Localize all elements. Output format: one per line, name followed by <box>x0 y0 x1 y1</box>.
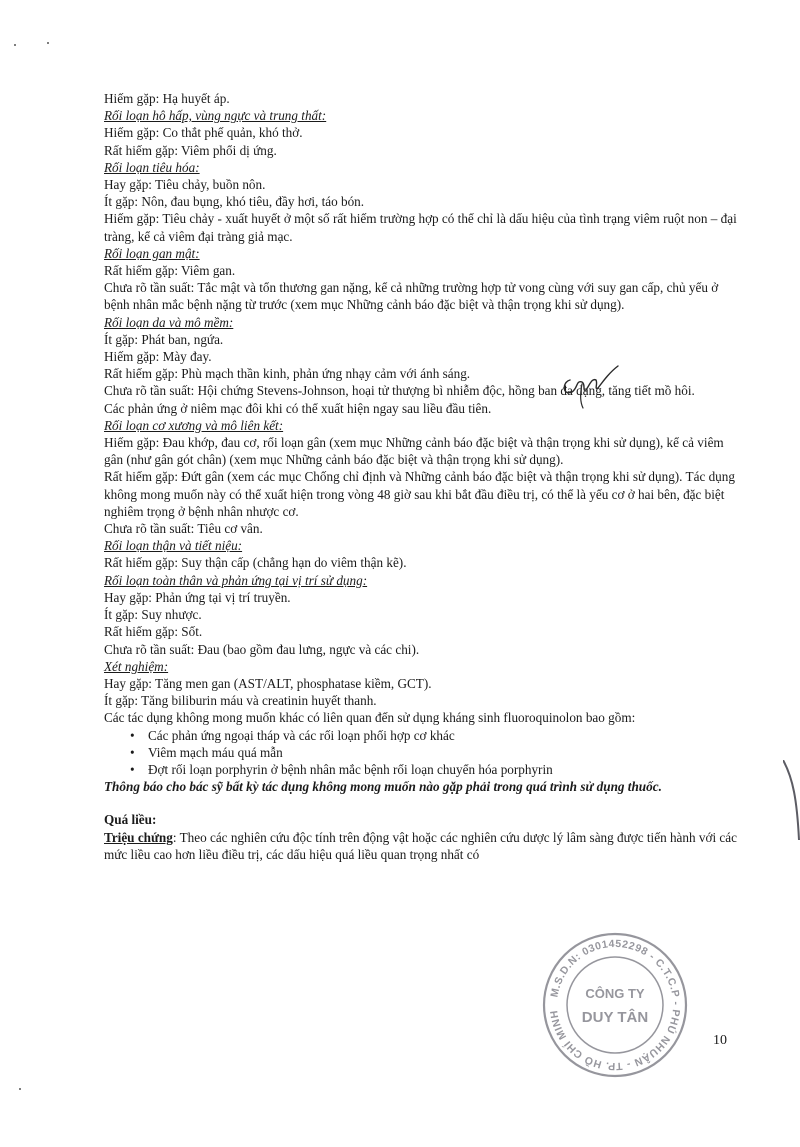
section-heading: Rối loạn tiêu hóa: <box>104 159 200 175</box>
section-heading: Rối loạn gan mật: <box>104 245 200 261</box>
bullet-item: • Viêm mạch máu quá mẫn <box>104 744 740 761</box>
text-line: Hiếm gặp: Đau khớp, đau cơ, rối loạn gân (xem mục Những cảnh báo đặc biệt và thận trọng khi sử dụng), kể cả viêm gân (như gân gót chân) (xem mục Những cảnh báo đặc biệt và thận trọng khi sử dụng). <box>104 435 724 468</box>
text-line: Hay gặp: Tiêu chảy, buồn nôn. <box>104 177 266 193</box>
text-line: Ít gặp: Tăng biliburin máu và creatinin huyết thanh. <box>104 693 377 709</box>
section-heading: Xét nghiệm: <box>104 658 169 674</box>
text-line: Hay gặp: Phản ứng tại vị trí truyền. <box>104 589 291 605</box>
section-heading: Rối loạn da và mô mềm: <box>104 314 234 330</box>
stamp-line-2: DUY TÂN <box>581 1009 649 1026</box>
text-line: Ít gặp: Nôn, đau bụng, khó tiêu, đầy hơi, táo bón. <box>104 194 365 210</box>
edge-stamp-fragment <box>783 760 800 840</box>
section-heading: Rối loạn cơ xương và mô liên kết: <box>104 417 284 433</box>
text-line: Rất hiếm gặp: Viêm gan. <box>104 263 236 279</box>
section-heading: Rối loạn toàn thân và phản ứng tại vị trí sử dụng: <box>104 572 368 588</box>
svg-text:M.S.D.N: 0301452298 - C.T.C.P <box>548 938 682 1072</box>
adverse-effects-list <box>104 90 740 727</box>
text-line: Chưa rõ tần suất: Đau (bao gồm đau lưng, ngực và các chi). <box>104 641 420 657</box>
text-line: Chưa rõ tần suất: Tắc mật và tổn thương gan nặng, kể cả những trường hợp tử vong cùng với suy gan cấp, chủ yếu ở bệnh nhân mắc bệnh nặng từ trước (xem mục Những cảnh báo đặc biệt và thận trọng khi sử dụng). <box>104 280 719 313</box>
scan-speck <box>19 1088 21 1090</box>
text-line: Rất hiếm gặp: Suy thận cấp (chẳng hạn do viêm thận kẽ). <box>104 555 407 571</box>
text-line: Ít gặp: Phát ban, ngứa. <box>104 331 224 347</box>
bullet-item: • Đợt rối loạn porphyrin ở bệnh nhân mắc bệnh rối loạn chuyển hóa porphyrin <box>104 761 740 778</box>
company-stamp <box>540 930 690 1080</box>
text-line: Hiếm gặp: Tiêu chảy - xuất huyết ở một số rất hiếm trường hợp có thể chỉ là dấu hiệu của tình trạng viêm ruột non – đại tràng, kể cả viêm đại tràng giả mạc. <box>104 211 737 244</box>
symptoms-text: : Theo các nghiên cứu độc tính trên động vật hoặc các nghiên cứu dược lý lâm sàng được tiến hành với các mức liều cao hơn liều điều trị, các dấu hiệu quá liều quan trọng nhất có <box>104 829 737 862</box>
text-line: Rất hiếm gặp: Viêm phổi dị ứng. <box>104 142 277 158</box>
text-line: Các phản ứng ở niêm mạc đôi khi có thể xuất hiện ngay sau liều đầu tiên. <box>104 400 492 416</box>
page-number: 10 <box>713 1033 727 1048</box>
text-line: Hay gặp: Tăng men gan (AST/ALT, phosphatase kiềm, GCT). <box>104 675 432 691</box>
text-line: Chưa rõ tần suất: Hội chứng Stevens-Johnson, hoại tử thượng bì nhiễm độc, hồng ban đa dạng, tăng tiết mồ hôi. <box>104 383 695 399</box>
section-heading: Rối loạn thận và tiết niệu: <box>104 538 243 554</box>
text-line: Các tác dụng không mong muốn khác có liên quan đến sử dụng kháng sinh fluoroquinolon bao gồm: <box>104 710 636 726</box>
stamp-line-1: CÔNG TY <box>585 986 645 1001</box>
page-content <box>104 90 740 863</box>
text-line: Chưa rõ tần suất: Tiêu cơ vân. <box>104 521 263 537</box>
bullet-item: • Các phản ứng ngoại tháp và các rối loạn phối hợp cơ khác <box>104 727 740 744</box>
text-line: Ít gặp: Suy nhược. <box>104 607 202 623</box>
text-line: Hiếm gặp: Co thắt phế quản, khó thở. <box>104 125 303 141</box>
overdose-symptoms <box>104 829 740 863</box>
overdose-title: Quá liều: <box>104 812 157 828</box>
section-heading: Rối loạn hô hấp, vùng ngực và trung thất: <box>104 108 327 124</box>
symptoms-label: Triệu chứng <box>104 829 173 845</box>
text-line: Rất hiếm gặp: Đứt gân (xem các mục Chống chỉ định và Những cảnh báo đặc biệt và thận trọng khi sử dụng). Tác dụng không mong muốn này có thể xuất hiện trong vòng 48 giờ sau khi bắt đầu điều trị, có thể là yếu cơ ở hai bên, đặc biệt nghiêm trọng ở bệnh nhân nhược cơ. <box>104 469 735 519</box>
scan-speck <box>47 42 49 44</box>
handwritten-signature <box>556 362 622 412</box>
text-line: Hiếm gặp: Mày đay. <box>104 349 212 365</box>
text-line: Hiếm gặp: Hạ huyết áp. <box>104 91 230 106</box>
scan-speck <box>14 44 16 46</box>
text-line: Rất hiếm gặp: Sốt. <box>104 624 203 640</box>
stamp-ring-text: M.S.D.N: 0301452298 - C.T.C.P - PHÚ NHUẬN - TP. HỒ CHÍ MINH <box>548 937 683 1073</box>
text-line: Rất hiếm gặp: Phù mạch thần kinh, phản ứng nhạy cảm với ánh sáng. <box>104 366 471 382</box>
bullet-list <box>104 727 740 779</box>
doctor-notice: Thông báo cho bác sỹ bất kỳ tác dụng không mong muốn nào gặp phải trong quá trình sử dụng thuốc. <box>104 779 662 795</box>
